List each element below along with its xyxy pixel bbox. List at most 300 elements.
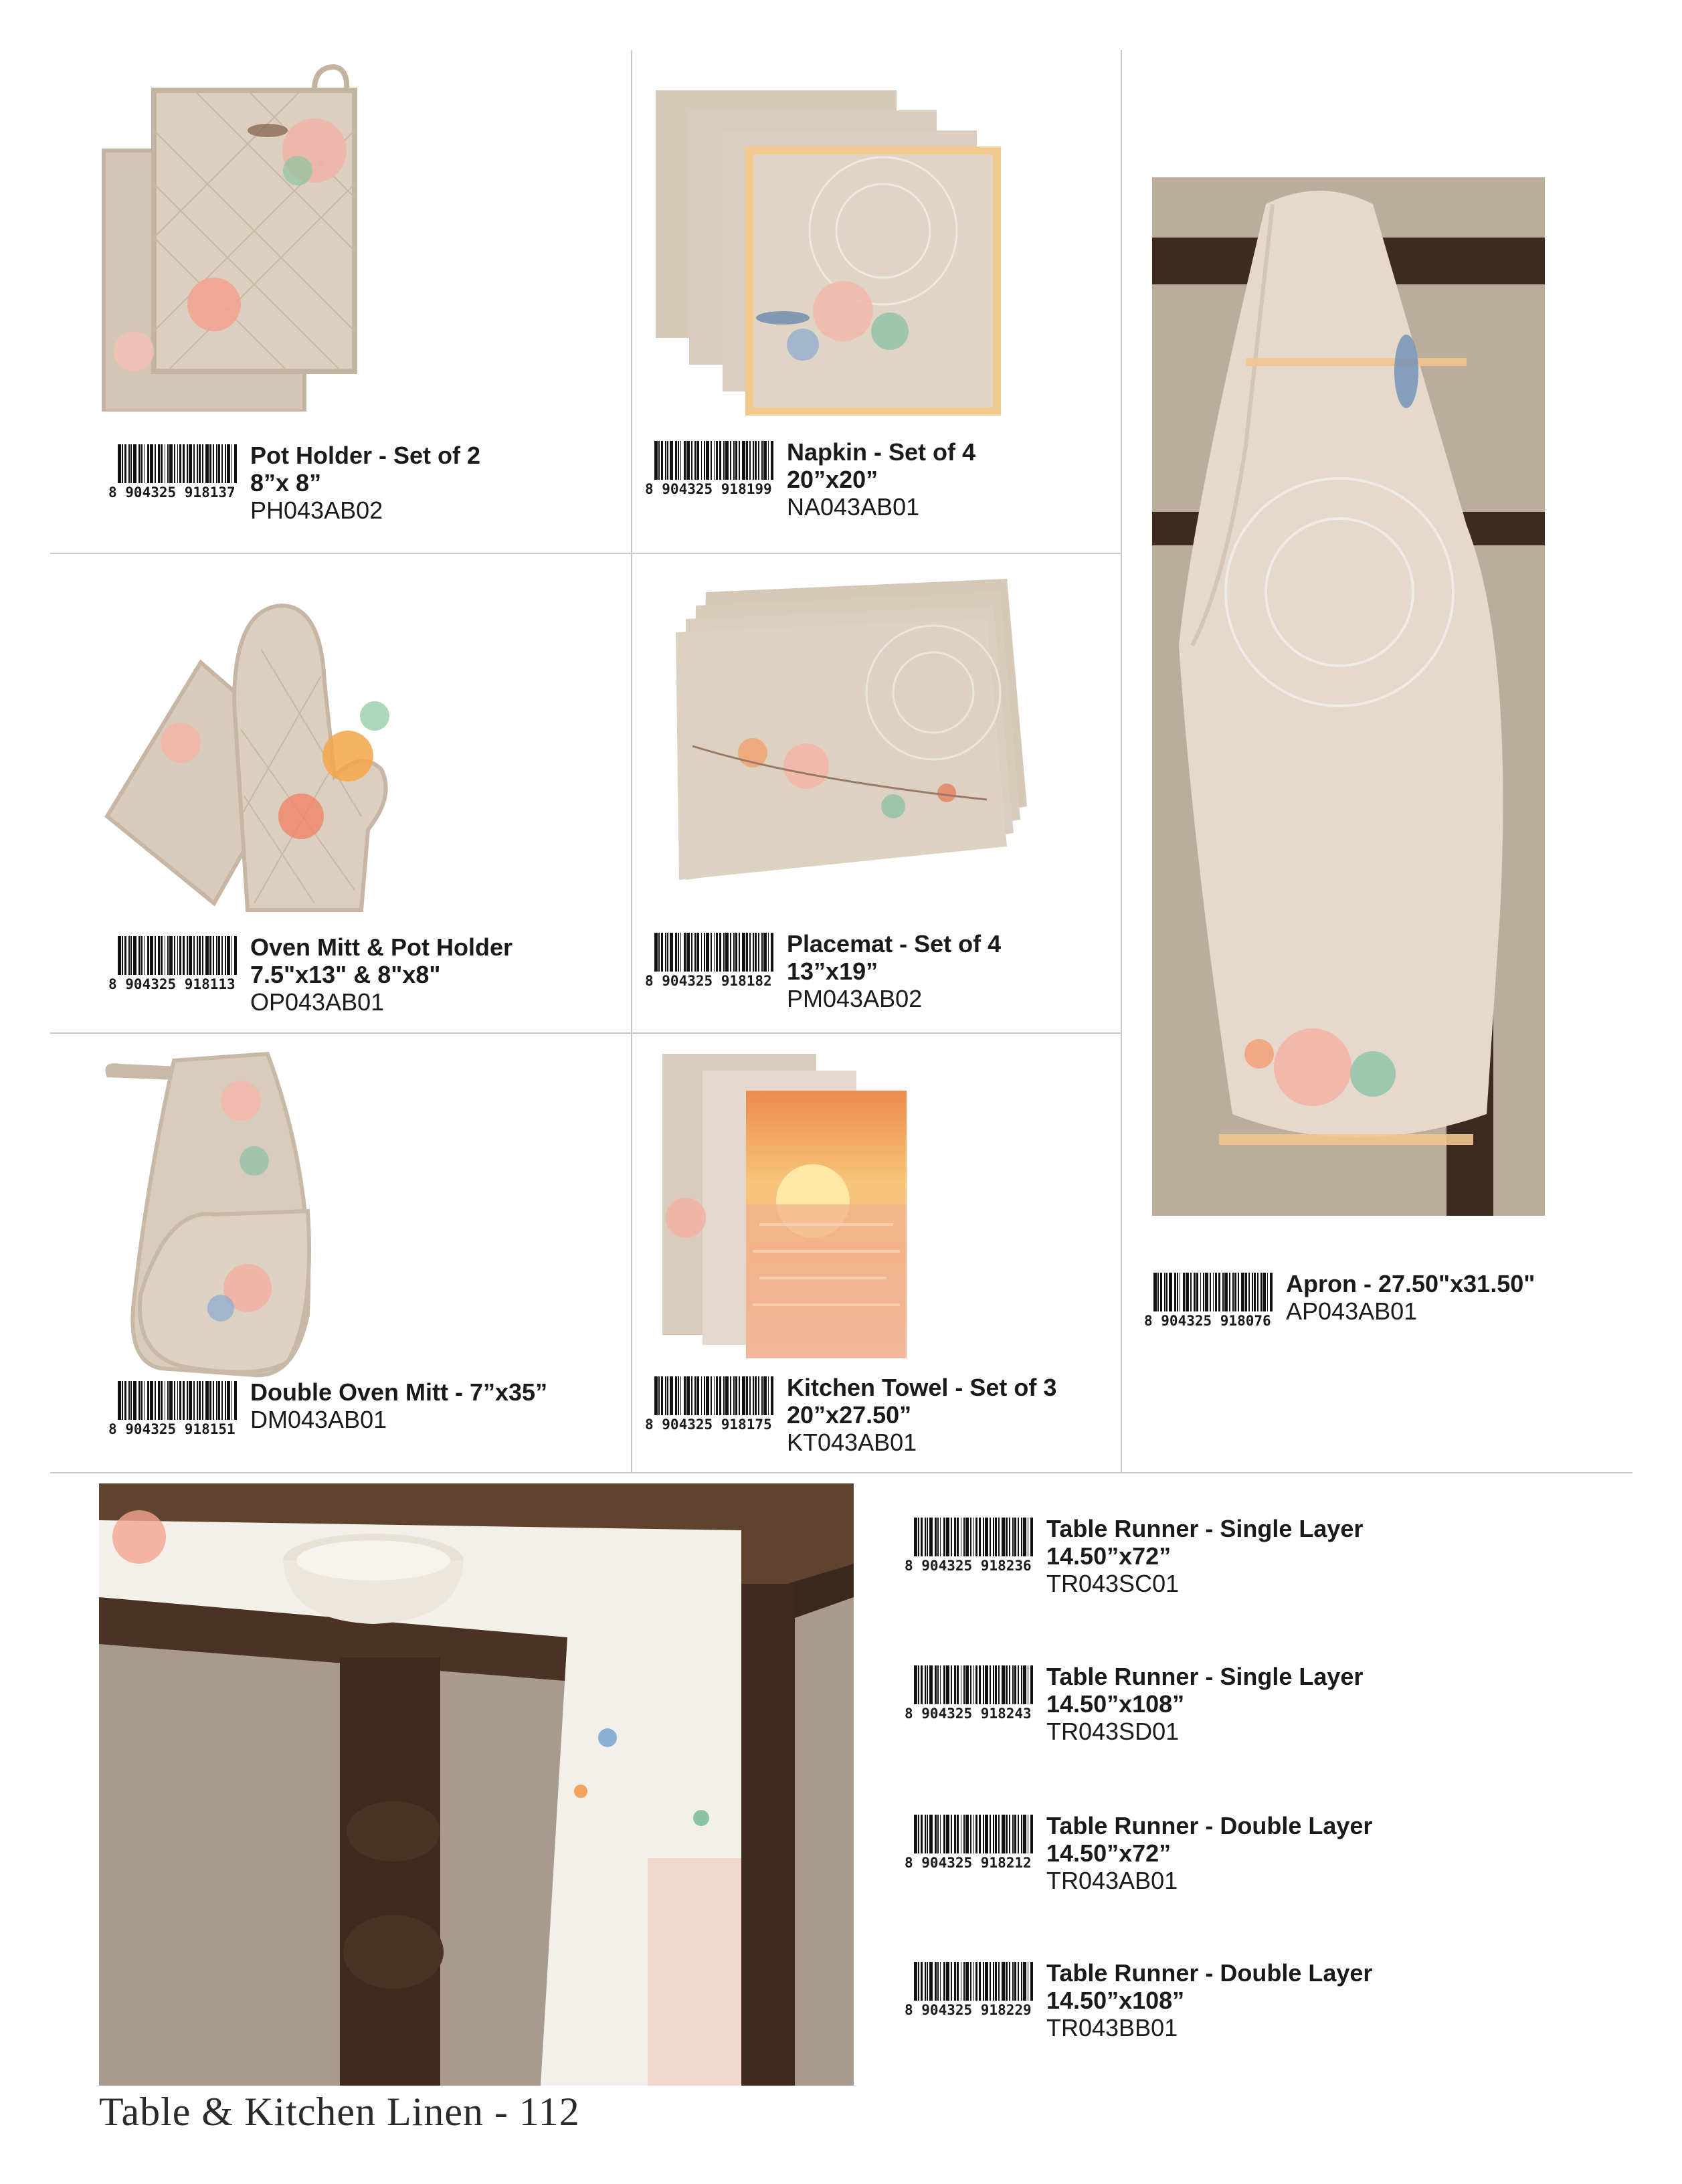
barcode-stripe xyxy=(753,933,754,972)
barcode-stripe xyxy=(983,1815,984,1853)
barcode xyxy=(645,1374,777,1433)
table-runner-photo xyxy=(99,1483,854,2086)
barcode-stripe xyxy=(122,1381,123,1420)
barcode-stripe xyxy=(684,1376,686,1415)
barcode-stripe xyxy=(1002,1962,1005,2001)
barcode-stripe xyxy=(665,1376,666,1415)
product-table-runner-3 xyxy=(905,1812,1372,1894)
barcode-stripe xyxy=(749,1376,751,1415)
barcode-bars xyxy=(914,1815,1036,1853)
barcode-number: 8 904325 918151 xyxy=(108,1421,236,1437)
barcode-stripe xyxy=(954,1518,956,1556)
barcode-stripe xyxy=(925,1518,926,1556)
barcode-stripe xyxy=(1009,1962,1010,2001)
product-double-oven-mitt xyxy=(108,1378,547,1437)
barcode-stripe xyxy=(749,933,751,972)
barcode xyxy=(905,1515,1037,1574)
barcode-stripe xyxy=(216,1381,217,1420)
barcode-stripe xyxy=(183,444,185,483)
barcode-stripe xyxy=(935,1962,937,2001)
barcode-bars xyxy=(654,933,776,972)
barcode-stripe xyxy=(723,1376,725,1415)
barcode-stripe xyxy=(209,936,211,975)
barcode-stripe xyxy=(998,1518,1000,1556)
barcode-stripe xyxy=(187,444,188,483)
barcode-stripe xyxy=(199,1381,201,1420)
barcode-stripe xyxy=(973,1665,975,1704)
barcode-stripe xyxy=(177,1381,179,1420)
barcode-stripe xyxy=(1153,1273,1157,1311)
barcode-stripe xyxy=(963,1815,965,1853)
barcode-stripe xyxy=(675,1376,677,1415)
barcode-stripe xyxy=(755,933,757,972)
barcode-stripe xyxy=(694,1376,696,1415)
barcode-stripe xyxy=(970,1665,971,1704)
product-table-runner-4 xyxy=(905,1959,1372,2041)
apron-photo xyxy=(1152,177,1545,1216)
product-size: 8”x 8” xyxy=(250,469,322,496)
barcode-stripe xyxy=(177,936,179,975)
barcode-stripe xyxy=(1260,1273,1262,1311)
barcode-stripe xyxy=(763,441,767,480)
barcode-stripe xyxy=(730,933,731,972)
barcode-stripe xyxy=(658,933,660,972)
barcode-stripe xyxy=(193,444,195,483)
barcode-stripe xyxy=(1245,1273,1247,1311)
barcode-stripe xyxy=(921,1815,923,1853)
barcode-number: 8 904325 918113 xyxy=(108,976,236,992)
barcode-stripe xyxy=(658,1376,660,1415)
barcode-stripe xyxy=(218,1381,220,1420)
barcode xyxy=(905,1812,1037,1871)
barcode-stripe xyxy=(927,1962,928,2001)
barcode-stripe xyxy=(665,441,666,480)
barcode-stripe xyxy=(768,1376,769,1415)
barcode-stripe xyxy=(213,444,214,483)
barcode-bars xyxy=(1153,1273,1275,1311)
barcode-number: 8 904325 918243 xyxy=(905,1706,1032,1722)
barcode-stripe xyxy=(1200,1273,1202,1311)
barcode-stripe xyxy=(122,444,123,483)
barcode-stripe xyxy=(1252,1273,1253,1311)
barcode-stripe xyxy=(197,936,198,975)
barcode-stripe xyxy=(1021,1962,1022,2001)
barcode-stripe xyxy=(697,933,699,972)
barcode-stripe xyxy=(990,1665,991,1704)
barcode-stripe xyxy=(921,1665,923,1704)
product-size: 14.50”x108” xyxy=(1046,1987,1185,2014)
barcode-stripe xyxy=(1002,1665,1005,1704)
barcode-stripe xyxy=(197,1381,198,1420)
barcode-stripe xyxy=(998,1962,1000,2001)
barcode-stripe xyxy=(983,1665,984,1704)
barcode xyxy=(108,1378,241,1437)
barcode-stripe xyxy=(961,1518,962,1556)
barcode-stripe xyxy=(118,936,121,975)
barcode-stripe xyxy=(929,1518,933,1556)
barcode-stripe xyxy=(706,1376,709,1415)
barcode-stripe xyxy=(927,1815,928,1853)
barcode-stripe xyxy=(723,441,725,480)
barcode-stripe xyxy=(719,1376,721,1415)
product-name: Napkin - Set of 4 xyxy=(787,438,976,466)
barcode-bars xyxy=(118,936,240,975)
barcode-stripe xyxy=(990,1962,991,2001)
barcode-stripe xyxy=(1014,1665,1016,1704)
barcode-stripe xyxy=(231,1381,233,1420)
barcode-stripe xyxy=(940,1665,941,1704)
pot-holder-photo xyxy=(94,64,361,412)
barcode xyxy=(645,438,777,497)
barcode-number: 8 904325 918137 xyxy=(108,484,236,500)
barcode-stripe xyxy=(993,1962,994,2001)
barcode-number: 8 904325 918229 xyxy=(905,2002,1032,2018)
barcode-stripe xyxy=(169,1381,173,1420)
barcode-stripe xyxy=(771,441,773,480)
barcode-stripe xyxy=(758,933,759,972)
barcode-number: 8 904325 918236 xyxy=(905,1558,1032,1574)
product-size: 7.5"x13" & 8"x8" xyxy=(250,961,441,988)
barcode-stripe xyxy=(768,441,769,480)
barcode-stripe xyxy=(1023,1665,1026,1704)
barcode-stripe xyxy=(161,936,163,975)
barcode-stripe xyxy=(706,933,709,972)
barcode xyxy=(905,1663,1037,1722)
barcode-number: 8 904325 918076 xyxy=(1144,1313,1271,1329)
barcode-stripe xyxy=(753,441,754,480)
barcode-stripe xyxy=(183,936,185,975)
barcode-stripe xyxy=(1160,1273,1162,1311)
barcode-stripe xyxy=(684,933,686,972)
barcode-stripe xyxy=(735,1376,737,1415)
barcode-stripe xyxy=(193,936,195,975)
barcode-bars xyxy=(914,1962,1036,2001)
product-apron xyxy=(1144,1270,1535,1329)
barcode-stripe xyxy=(755,441,757,480)
barcode-stripe xyxy=(925,1962,926,2001)
barcode-stripe xyxy=(1006,1518,1008,1556)
barcode-stripe xyxy=(998,1665,1000,1704)
barcode-stripe xyxy=(661,441,663,480)
barcode-stripe xyxy=(985,1815,988,1853)
barcode-stripe xyxy=(177,444,179,483)
barcode-stripe xyxy=(701,1376,703,1415)
kitchen-towel-photo xyxy=(659,1051,913,1358)
barcode-stripe xyxy=(983,1962,984,2001)
barcode-stripe xyxy=(227,444,230,483)
product-name: Table Runner - Single Layer xyxy=(1046,1515,1364,1542)
product-oven-mitt-pot-holder xyxy=(108,933,512,1016)
barcode-stripe xyxy=(1030,1665,1032,1704)
barcode-bars xyxy=(118,1381,240,1420)
barcode-stripe xyxy=(963,1665,965,1704)
product-kitchen-towel xyxy=(645,1374,1056,1456)
barcode-stripe xyxy=(725,933,729,972)
barcode-stripe xyxy=(957,1665,959,1704)
barcode-stripe xyxy=(1028,1518,1029,1556)
barcode-stripe xyxy=(1014,1815,1016,1853)
divider-horizontal-2 xyxy=(50,1032,1121,1034)
barcode-stripe xyxy=(667,1376,668,1415)
barcode-stripe xyxy=(914,1665,917,1704)
barcode-stripe xyxy=(165,1381,166,1420)
product-size: 13”x19” xyxy=(787,958,878,985)
barcode-stripe xyxy=(1009,1665,1010,1704)
barcode-stripe xyxy=(187,1381,188,1420)
barcode-stripe xyxy=(141,936,143,975)
barcode-stripe xyxy=(957,1962,959,2001)
product-table-runner-1 xyxy=(905,1515,1363,1597)
barcode-stripe xyxy=(940,1962,941,2001)
barcode-stripe xyxy=(189,1381,192,1420)
barcode-stripe xyxy=(686,1376,690,1415)
barcode-stripe xyxy=(213,1381,214,1420)
barcode-stripe xyxy=(1028,1815,1029,1853)
barcode-stripe xyxy=(158,1381,160,1420)
barcode-stripe xyxy=(701,441,703,480)
product-code: TR043SD01 xyxy=(1046,1718,1180,1745)
barcode-stripe xyxy=(1224,1273,1228,1311)
barcode-stripe xyxy=(1164,1273,1165,1311)
barcode-stripe xyxy=(739,933,740,972)
barcode xyxy=(108,933,241,992)
napkin-photo xyxy=(649,84,1004,418)
barcode-stripe xyxy=(975,1518,977,1556)
barcode-stripe xyxy=(234,936,236,975)
product-size: 20”x27.50” xyxy=(787,1401,912,1429)
barcode-stripe xyxy=(1021,1815,1022,1853)
barcode-stripe xyxy=(199,444,201,483)
barcode-stripe xyxy=(1002,1815,1005,1853)
barcode-stripe xyxy=(234,444,236,483)
barcode-stripe xyxy=(174,1381,175,1420)
barcode-stripe xyxy=(1222,1273,1224,1311)
barcode-stripe xyxy=(205,936,209,975)
barcode-stripe xyxy=(914,1815,917,1853)
barcode-stripe xyxy=(205,1381,209,1420)
barcode-stripe xyxy=(927,1518,928,1556)
barcode-stripe xyxy=(925,1665,926,1704)
barcode-stripe xyxy=(742,1376,745,1415)
barcode-stripe xyxy=(763,1376,767,1415)
barcode-stripe xyxy=(1234,1273,1236,1311)
barcode-stripe xyxy=(128,444,130,483)
barcode-stripe xyxy=(711,441,712,480)
barcode-stripe xyxy=(174,444,175,483)
barcode-stripe xyxy=(147,936,149,975)
barcode-stripe xyxy=(165,444,166,483)
barcode-stripe xyxy=(975,1962,977,2001)
barcode-stripe xyxy=(161,444,163,483)
barcode-stripe xyxy=(167,1381,169,1420)
barcode-stripe xyxy=(733,933,735,972)
barcode-stripe xyxy=(1254,1273,1256,1311)
product-code: TR043AB01 xyxy=(1046,1867,1178,1894)
barcode-stripe xyxy=(1267,1273,1269,1311)
barcode-stripe xyxy=(993,1518,994,1556)
barcode-stripe xyxy=(716,441,718,480)
product-name: Placemat - Set of 4 xyxy=(787,930,1002,958)
barcode-stripe xyxy=(918,1962,919,2001)
barcode-stripe xyxy=(670,933,673,972)
barcode-stripe xyxy=(1030,1518,1032,1556)
barcode-stripe xyxy=(221,936,223,975)
barcode-stripe xyxy=(723,933,725,972)
barcode-number: 8 904325 918212 xyxy=(905,1855,1032,1871)
barcode-stripe xyxy=(209,1381,211,1420)
barcode-stripe xyxy=(150,1381,153,1420)
barcode-stripe xyxy=(675,441,677,480)
barcode-stripe xyxy=(227,1381,230,1420)
barcode-stripe xyxy=(943,1665,945,1704)
barcode-stripe xyxy=(133,1381,136,1420)
barcode-stripe xyxy=(979,1962,981,2001)
barcode-stripe xyxy=(1018,1962,1019,2001)
barcode-stripe xyxy=(179,444,181,483)
barcode-stripe xyxy=(1194,1273,1196,1311)
barcode-stripe xyxy=(993,1665,994,1704)
barcode-stripe xyxy=(155,444,156,483)
barcode-stripe xyxy=(680,933,682,972)
barcode-stripe xyxy=(1203,1273,1204,1311)
barcode-stripe xyxy=(231,444,233,483)
barcode-stripe xyxy=(144,1381,145,1420)
barcode xyxy=(645,930,777,989)
barcode-stripe xyxy=(221,1381,223,1420)
barcode-stripe xyxy=(193,1381,195,1420)
barcode-stripe xyxy=(150,444,153,483)
barcode-stripe xyxy=(975,1665,977,1704)
barcode-stripe xyxy=(758,1376,759,1415)
barcode xyxy=(1144,1270,1277,1329)
barcode-stripe xyxy=(961,1815,962,1853)
barcode-stripe xyxy=(995,1665,997,1704)
barcode-stripe xyxy=(216,936,217,975)
barcode-stripe xyxy=(667,933,668,972)
barcode-stripe xyxy=(990,1518,991,1556)
product-size: 14.50”x72” xyxy=(1046,1839,1172,1867)
barcode-number: 8 904325 918182 xyxy=(645,973,772,989)
barcode-stripe xyxy=(954,1962,956,2001)
barcode-stripe xyxy=(929,1962,933,2001)
divider-horizontal-1 xyxy=(50,553,1121,554)
barcode-stripe xyxy=(929,1665,933,1704)
barcode-stripe xyxy=(998,1815,1000,1853)
barcode-stripe xyxy=(935,1518,937,1556)
barcode-stripe xyxy=(1174,1273,1176,1311)
barcode-stripe xyxy=(704,933,705,972)
barcode-stripe xyxy=(961,1665,962,1704)
barcode-stripe xyxy=(1177,1273,1178,1311)
barcode-stripe xyxy=(1186,1273,1189,1311)
barcode-stripe xyxy=(965,1665,969,1704)
barcode-stripe xyxy=(675,933,677,972)
barcode-stripe xyxy=(940,1518,941,1556)
barcode-stripe xyxy=(954,1815,956,1853)
product-size: 14.50”x72” xyxy=(1046,1542,1172,1570)
barcode-stripe xyxy=(943,1962,945,2001)
barcode-stripe xyxy=(654,1376,658,1415)
barcode-stripe xyxy=(686,933,690,972)
barcode-stripe xyxy=(735,933,737,972)
barcode-stripe xyxy=(183,1381,185,1420)
barcode-stripe xyxy=(1021,1518,1022,1556)
barcode-stripe xyxy=(227,936,230,975)
barcode-stripe xyxy=(761,1376,763,1415)
barcode-stripe xyxy=(929,1815,933,1853)
barcode-stripe xyxy=(951,1815,952,1853)
barcode-stripe xyxy=(995,1518,997,1556)
barcode-stripe xyxy=(951,1665,952,1704)
barcode-stripe xyxy=(1014,1518,1016,1556)
divider-horizontal-3 xyxy=(50,1472,1632,1473)
product-name: Table Runner - Double Layer xyxy=(1046,1812,1373,1839)
product-name: Apron - 27.50"x31.50" xyxy=(1286,1270,1535,1297)
barcode-stripe xyxy=(124,1381,126,1420)
barcode-stripe xyxy=(179,936,181,975)
product-code: OP043AB01 xyxy=(250,988,385,1016)
barcode-stripe xyxy=(983,1518,984,1556)
barcode-stripe xyxy=(937,1815,939,1853)
barcode-stripe xyxy=(979,1815,981,1853)
barcode-stripe xyxy=(753,1376,754,1415)
barcode-stripe xyxy=(746,441,748,480)
barcode-stripe xyxy=(150,936,153,975)
double-oven-mitt-photo xyxy=(94,1047,361,1382)
barcode-stripe xyxy=(138,1381,141,1420)
barcode-stripe xyxy=(141,444,143,483)
barcode-stripe xyxy=(1218,1273,1220,1311)
barcode-stripe xyxy=(678,933,679,972)
barcode-stripe xyxy=(979,1518,981,1556)
barcode-stripe xyxy=(943,1815,945,1853)
barcode-stripe xyxy=(733,1376,735,1415)
product-code: NA043AB01 xyxy=(787,493,920,521)
barcode-stripe xyxy=(925,1815,926,1853)
barcode-stripe xyxy=(686,441,690,480)
barcode-stripe xyxy=(914,1518,917,1556)
barcode-stripe xyxy=(133,444,136,483)
barcode-stripe xyxy=(122,936,123,975)
barcode-stripe xyxy=(1030,1962,1032,2001)
barcode-stripe xyxy=(742,441,745,480)
barcode-stripe xyxy=(758,441,759,480)
barcode-stripe xyxy=(918,1665,919,1704)
barcode-stripe xyxy=(165,936,166,975)
product-name: Table Runner - Single Layer xyxy=(1046,1663,1364,1690)
barcode-stripe xyxy=(937,1665,939,1704)
barcode-stripe xyxy=(225,444,226,483)
barcode-stripe xyxy=(130,936,132,975)
product-name: Table Runner - Double Layer xyxy=(1046,1959,1373,1987)
barcode-stripe xyxy=(128,936,130,975)
barcode-stripe xyxy=(678,441,679,480)
barcode-stripe xyxy=(963,1518,965,1556)
barcode-stripe xyxy=(1229,1273,1230,1311)
barcode-stripe xyxy=(1210,1273,1211,1311)
barcode-stripe xyxy=(1012,1518,1014,1556)
barcode-stripe xyxy=(763,933,767,972)
barcode-stripe xyxy=(940,1815,941,1853)
barcode-stripe xyxy=(1169,1273,1172,1311)
barcode-stripe xyxy=(1002,1518,1005,1556)
barcode-stripe xyxy=(680,441,682,480)
barcode-stripe xyxy=(714,441,715,480)
barcode-stripe xyxy=(665,933,666,972)
barcode-stripe xyxy=(1238,1273,1239,1311)
barcode-stripe xyxy=(1028,1962,1029,2001)
barcode-stripe xyxy=(202,936,203,975)
